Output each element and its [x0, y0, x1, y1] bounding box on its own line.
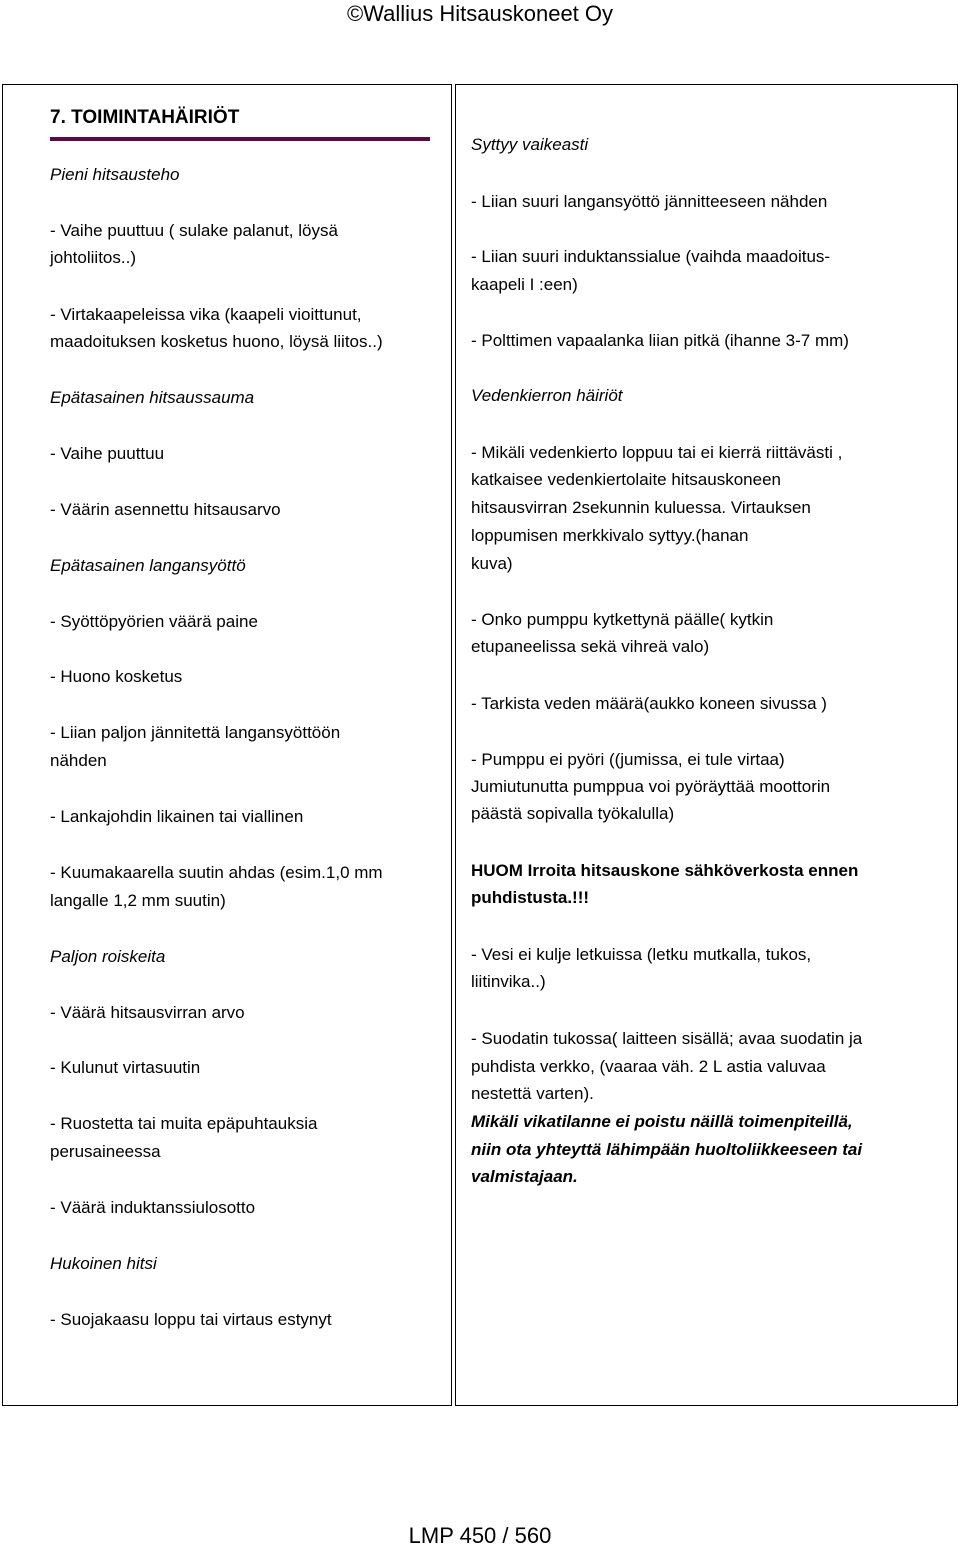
text-line: - Huono kosketus: [50, 667, 183, 686]
text-line: - Liian paljon jännitettä langansyöttöön: [50, 723, 341, 742]
text-line: nestettä varten).: [471, 1084, 594, 1103]
text-line: nähden: [50, 751, 107, 770]
text-line: liitinvika..): [471, 972, 546, 991]
text-line: perusaineessa: [50, 1142, 161, 1161]
page-footer: LMP 450 / 560: [408, 1523, 552, 1548]
text-line: - Kuumakaarella suutin ahdas (esim.1,0 mm: [50, 863, 383, 882]
text-line: päästä sopivalla työkalulla): [471, 804, 675, 823]
text-line: - Pumppu ei pyöri ((jumissa, ei tule virtaa): [471, 750, 785, 769]
heading-spatter: Paljon roiskeita: [50, 947, 166, 966]
contact-notice: niin ota yhteyttä lähimpään huoltoliikkeeseen tai: [471, 1140, 863, 1159]
text-line: hitsausvirran 2sekunnin kuluessa. Virtauksen: [471, 498, 811, 517]
text-line: - Polttimen vapaalanka liian pitkä (ihanne 3-7 mm): [471, 331, 849, 350]
text-line: - Syöttöpyörien väärä paine: [50, 612, 258, 631]
text-line: - Tarkista veden määrä(aukko koneen sivussa ): [471, 694, 827, 713]
text-line: etupaneelissa sekä vihreä valo): [471, 637, 710, 656]
heading-uneven-wire-feed: Epätasainen langansyöttö: [50, 556, 246, 575]
title-underline: [50, 137, 430, 141]
text-line: langalle 1,2 mm suutin): [50, 891, 226, 910]
text-line: kuva): [471, 554, 513, 573]
heading-hard-ignition: Syttyy vaikeasti: [471, 135, 589, 154]
text-line: - Kulunut virtasuutin: [50, 1058, 201, 1077]
text-line: - Virtakaapeleissa vika (kaapeli vioittunut,: [50, 305, 362, 324]
heading-water-circulation: Vedenkierron häiriöt: [471, 386, 623, 405]
text-line: - Lankajohdin likainen tai viallinen: [50, 807, 304, 826]
warning-text: puhdistusta.!!!: [471, 888, 590, 907]
warning-text: HUOM Irroita hitsauskone sähköverkosta ennen: [471, 861, 859, 880]
text-line: - Mikäli vedenkierto loppuu tai ei kierrä riittävästi ,: [471, 443, 843, 462]
section-title: 7. TOIMINTAHÄIRIÖT: [50, 107, 240, 128]
text-line: - Vaihe puuttuu: [50, 444, 165, 463]
heading-porous-weld: Hukoinen hitsi: [50, 1254, 157, 1273]
text-line: Jumiutunutta pumppua voi pyöräyttää moottorin: [471, 777, 831, 796]
text-line: puhdista verkko, (vaaraa väh. 2 L astia valuvaa: [471, 1057, 826, 1076]
heading-low-welding-power: Pieni hitsausteho: [50, 165, 180, 184]
contact-notice: Mikäli vikatilanne ei poistu näillä toimenpiteillä,: [471, 1112, 853, 1131]
text-line: kaapeli I :een): [471, 275, 578, 294]
text-line: johtoliitos..): [50, 248, 136, 267]
text-line: - Liian suuri induktanssialue (vaihda maadoitus-: [471, 247, 831, 266]
text-line: - Ruostetta tai muita epäpuhtauksia: [50, 1114, 318, 1133]
text-line: - Väärin asennettu hitsausarvo: [50, 500, 281, 519]
contact-notice: valmistajaan.: [471, 1167, 578, 1186]
page-header: ©Wallius Hitsauskoneet Oy: [346, 1, 614, 26]
text-line: - Vaihe puuttuu ( sulake palanut, löysä: [50, 221, 338, 240]
heading-uneven-seam: Epätasainen hitsaussauma: [50, 388, 255, 407]
text-line: - Suojakaasu loppu tai virtaus estynyt: [50, 1310, 332, 1329]
text-line: - Onko pumppu kytkettynä päälle( kytkin: [471, 610, 774, 629]
text-line: - Vesi ei kulje letkuissa (letku mutkalla, tukos,: [471, 945, 812, 964]
text-line: maadoituksen kosketus huono, löysä liitos..): [50, 332, 383, 351]
text-line: - Suodatin tukossa( laitteen sisällä; avaa suodatin ja: [471, 1029, 863, 1048]
text-line: loppumisen merkkivalo syttyy.(hanan: [471, 526, 749, 545]
text-line: - Väärä hitsausvirran arvo: [50, 1003, 245, 1022]
text-line: katkaisee vedenkiertolaite hitsauskoneen: [471, 470, 781, 489]
text-line: - Liian suuri langansyöttö jännitteeseen nähden: [471, 192, 828, 211]
text-line: - Väärä induktanssiulosotto: [50, 1198, 256, 1217]
